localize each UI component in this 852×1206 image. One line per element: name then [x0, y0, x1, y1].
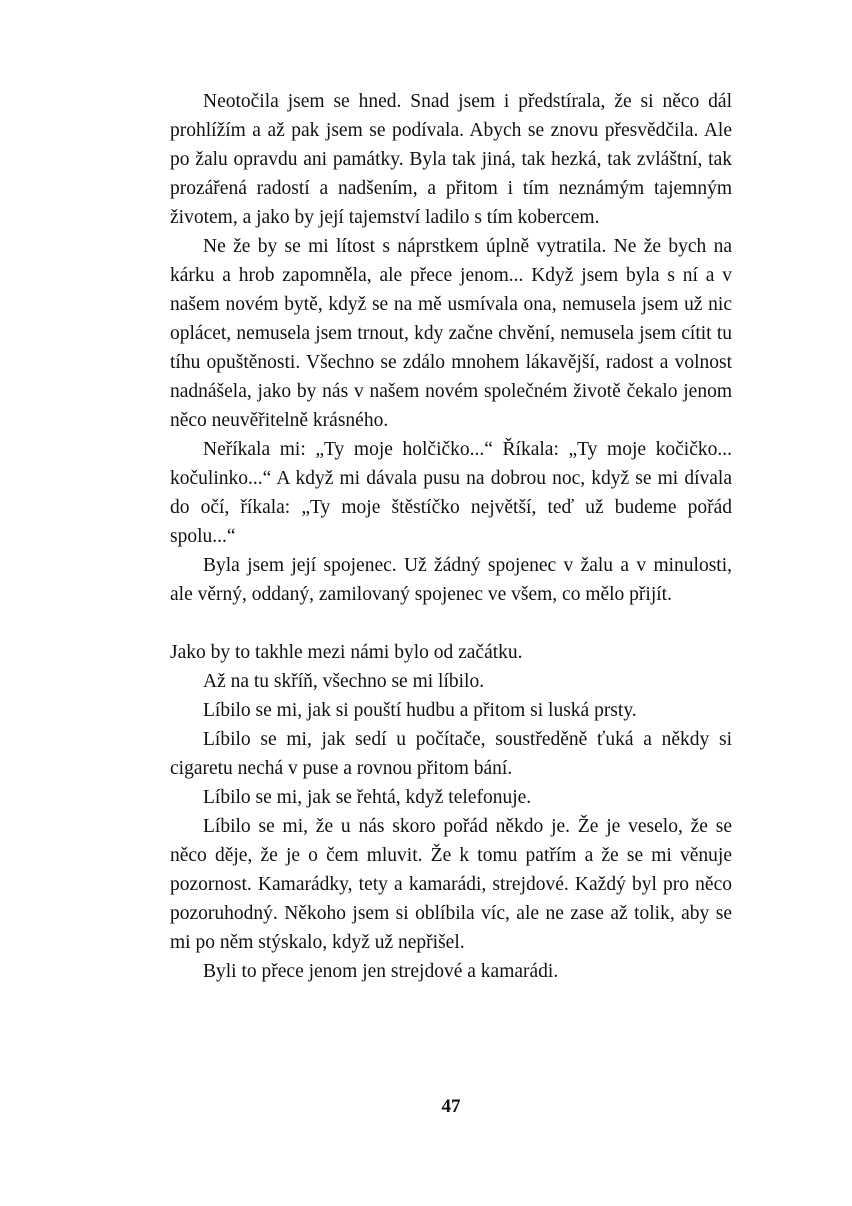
paragraph: Líbilo se mi, jak se řehtá, když telefonuje. — [203, 787, 532, 808]
paragraph: Neotočila jsem se hned. Snad jsem i předstírala, že si něco dál prohlížím a až pak jsem se podívala. Abych se znovu přesvědčila. Ale po žalu opravdu ani památky. Byla tak jiná, tak hezká, tak zvláštní, tak prozářená radostí a nadšením, a přitom i tím neznámým tajemným životem, a jako by její tajemství ladilo s tím kobercem. — [170, 91, 732, 228]
paragraph: Byli to přece jenom jen strejdové a kamarádi. — [203, 961, 559, 982]
text-block — [170, 87, 732, 986]
paragraph: Až na tu skříň, všechno se mi líbilo. — [203, 671, 485, 692]
paragraph: Byla jsem její spojenec. Už žádný spojenec v žalu a v minulosti, ale věrný, oddaný, zamilovaný spojenec ve všem, co mělo přijít. — [170, 555, 732, 605]
page-number: 47 — [441, 1096, 461, 1117]
paragraph: Líbilo se mi, že u nás skoro pořád někdo je. Že je veselo, že se něco děje, že je o čem mluvit. Že k tomu patřím a že se mi věnuje pozornost. Kamarádky, tety a kamarádi, strejdové. Každý byl pro něco pozoruhodný. Někoho jsem si oblíbila víc, ale ne zase až tolik, aby se mi po něm stýskalo, když už nepřišel. — [170, 816, 732, 953]
paragraph: Líbilo se mi, jak sedí u počítače, soustředěně ťuká a někdy si cigaretu nechá v puse a rovnou přitom bání. — [170, 729, 732, 779]
paragraph: Ne že by se mi lítost s náprstkem úplně vytratila. Ne že bych na kárku a hrob zapomněla, ale přece jenom... Když jsem byla s ní a v našem novém bytě, když se na mě usmívala ona, nemusela jsem už nic oplácet, nemusela jsem trnout, kdy začne chvění, nemusela jsem cítit tu tíhu opuštěnosti. Všechno se zdálo mnohem lákavější, radost a volnost nadnášela, jako by nás v našem novém společném životě čekalo jenom něco neuvěřitelně krásného. — [170, 236, 732, 431]
paragraph: Líbilo se mi, jak si pouští hudbu a přitom si luská prsty. — [203, 700, 637, 721]
paragraph: Neříkala mi: „Ty moje holčičko...“ Říkala: „Ty moje kočičko... kočulinko...“ A když mi dávala pusu na dobrou noc, když se mi dívala do očí, říkala: „Ty moje štěstíčko největší, teď už budeme pořád spolu...“ — [170, 439, 732, 547]
paragraph-section-start: Jako by to takhle mezi námi bylo od začátku. — [170, 642, 523, 663]
